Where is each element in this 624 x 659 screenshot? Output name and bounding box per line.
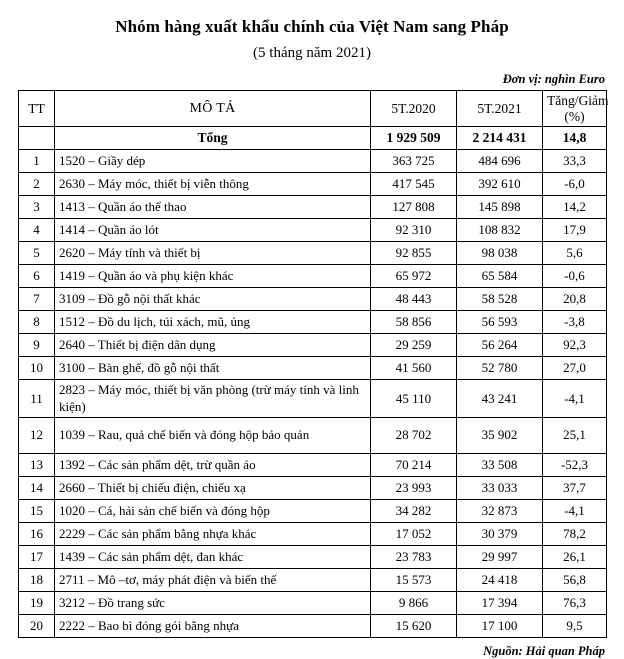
cell-2021: 484 696 — [457, 150, 543, 173]
cell-change: 17,9 — [543, 219, 607, 242]
page-subtitle: (5 tháng năm 2021) — [253, 45, 371, 62]
cell-tt: 17 — [19, 545, 55, 568]
cell-2020: 28 702 — [371, 417, 457, 453]
column-header-2020: 5T.2020 — [371, 91, 457, 127]
cell-description: 2640 – Thiết bị điện dân dụng — [55, 334, 371, 357]
table-body — [19, 127, 607, 638]
table-row — [19, 614, 607, 637]
cell-description: 1039 – Rau, quả chế biến và đóng hộp bảo quản — [55, 417, 371, 453]
cell-2020: 41 560 — [371, 357, 457, 380]
column-header-tt: TT — [19, 91, 55, 127]
cell-change: 20,8 — [543, 288, 607, 311]
table-row — [19, 417, 607, 453]
cell-tt: 10 — [19, 357, 55, 380]
cell-description: 2620 – Máy tính và thiết bị — [55, 242, 371, 265]
cell-tt: 12 — [19, 417, 55, 453]
cell-tt: 7 — [19, 288, 55, 311]
cell-change: 14,2 — [543, 196, 607, 219]
column-header-change-line2: (%) — [564, 108, 585, 124]
column-header-description: MÔ TẢ — [55, 91, 371, 127]
cell-2021: 56 264 — [457, 334, 543, 357]
cell-tt: 13 — [19, 453, 55, 476]
total-2020: 1 929 509 — [371, 127, 457, 150]
cell-description: 3212 – Đồ trang sức — [55, 591, 371, 614]
cell-2020: 29 259 — [371, 334, 457, 357]
cell-description: 2660 – Thiết bị chiếu điện, chiếu xạ — [55, 476, 371, 499]
cell-change: -3,8 — [543, 311, 607, 334]
cell-2020: 9 866 — [371, 591, 457, 614]
cell-tt: 3 — [19, 196, 55, 219]
table-row — [19, 499, 607, 522]
cell-2020: 65 972 — [371, 265, 457, 288]
cell-2021: 32 873 — [457, 499, 543, 522]
cell-tt: 5 — [19, 242, 55, 265]
cell-change: -52,3 — [543, 453, 607, 476]
cell-2021: 33 508 — [457, 453, 543, 476]
table-header — [19, 91, 607, 127]
cell-2020: 70 214 — [371, 453, 457, 476]
cell-tt: 8 — [19, 311, 55, 334]
cell-change: -4,1 — [543, 380, 607, 418]
cell-2021: 56 593 — [457, 311, 543, 334]
cell-description: 1020 – Cá, hải sản chế biến và đóng hộp — [55, 499, 371, 522]
cell-2020: 45 110 — [371, 380, 457, 418]
cell-change: 9,5 — [543, 614, 607, 637]
table-row — [19, 265, 607, 288]
cell-tt: 4 — [19, 219, 55, 242]
cell-change: -4,1 — [543, 499, 607, 522]
cell-2020: 23 783 — [371, 545, 457, 568]
cell-2020: 363 725 — [371, 150, 457, 173]
cell-change: 27,0 — [543, 357, 607, 380]
cell-2021: 145 898 — [457, 196, 543, 219]
table-row — [19, 334, 607, 357]
cell-2021: 35 902 — [457, 417, 543, 453]
cell-change: 37,7 — [543, 476, 607, 499]
table-row — [19, 476, 607, 499]
cell-tt: 19 — [19, 591, 55, 614]
cell-change: 92,3 — [543, 334, 607, 357]
cell-tt: 11 — [19, 380, 55, 418]
total-change: 14,8 — [543, 127, 607, 150]
cell-2021: 43 241 — [457, 380, 543, 418]
cell-2020: 417 545 — [371, 173, 457, 196]
table-row — [19, 311, 607, 334]
cell-change: 78,2 — [543, 522, 607, 545]
cell-tt: 20 — [19, 614, 55, 637]
cell-description: 2711 – Mô –tơ, máy phát điện và biến thế — [55, 568, 371, 591]
total-label: Tổng — [55, 127, 371, 150]
cell-2021: 65 584 — [457, 265, 543, 288]
export-groups-table — [18, 90, 607, 638]
total-2021: 2 214 431 — [457, 127, 543, 150]
cell-2021: 30 379 — [457, 522, 543, 545]
cell-2021: 52 780 — [457, 357, 543, 380]
column-header-change — [543, 91, 607, 127]
table-header-row — [19, 91, 607, 127]
cell-tt: 15 — [19, 499, 55, 522]
table-row — [19, 288, 607, 311]
cell-tt: 1 — [19, 150, 55, 173]
cell-2020: 15 573 — [371, 568, 457, 591]
cell-change: 56,8 — [543, 568, 607, 591]
page-title: Nhóm hàng xuất khẩu chính của Việt Nam sang Pháp — [115, 17, 509, 36]
cell-change: 25,1 — [543, 417, 607, 453]
cell-2021: 17 394 — [457, 591, 543, 614]
cell-description: 1392 – Các sản phẩm dệt, trừ quần áo — [55, 453, 371, 476]
source-note: Nguồn: Hải quan Pháp — [483, 643, 605, 658]
table-row — [19, 196, 607, 219]
cell-2020: 23 993 — [371, 476, 457, 499]
cell-description: 2222 – Bao bì đóng gói bằng nhựa — [55, 614, 371, 637]
cell-description: 2229 – Các sản phẩm bằng nhựa khác — [55, 522, 371, 545]
cell-2021: 24 418 — [457, 568, 543, 591]
column-header-2021: 5T.2021 — [457, 91, 543, 127]
table-row — [19, 173, 607, 196]
cell-description: 2823 – Máy móc, thiết bị văn phòng (trừ máy tính và linh kiện) — [55, 380, 371, 418]
cell-description: 1512 – Đồ du lịch, túi xách, mũ, ủng — [55, 311, 371, 334]
cell-2021: 33 033 — [457, 476, 543, 499]
cell-description: 1414 – Quần áo lót — [55, 219, 371, 242]
cell-description: 1419 – Quần áo và phụ kiện khác — [55, 265, 371, 288]
cell-change: -0,6 — [543, 265, 607, 288]
cell-tt: 16 — [19, 522, 55, 545]
cell-2020: 15 620 — [371, 614, 457, 637]
table-row — [19, 568, 607, 591]
table-row — [19, 545, 607, 568]
cell-tt: 14 — [19, 476, 55, 499]
table-row — [19, 357, 607, 380]
table-row — [19, 522, 607, 545]
cell-tt: 2 — [19, 173, 55, 196]
table-row — [19, 242, 607, 265]
cell-tt: 6 — [19, 265, 55, 288]
cell-description: 3109 – Đồ gỗ nội thất khác — [55, 288, 371, 311]
cell-2021: 392 610 — [457, 173, 543, 196]
cell-description: 1520 – Giầy dép — [55, 150, 371, 173]
cell-description: 1413 – Quần áo thể thao — [55, 196, 371, 219]
cell-change: 5,6 — [543, 242, 607, 265]
cell-description: 1439 – Các sản phẩm dệt, đan khác — [55, 545, 371, 568]
cell-change: 33,3 — [543, 150, 607, 173]
table-row — [19, 150, 607, 173]
table-row — [19, 453, 607, 476]
cell-2020: 58 856 — [371, 311, 457, 334]
cell-2020: 92 855 — [371, 242, 457, 265]
table-row — [19, 591, 607, 614]
cell-2020: 92 310 — [371, 219, 457, 242]
cell-description: 2630 – Máy móc, thiết bị viễn thông — [55, 173, 371, 196]
column-header-change-line1: Tăng/Giảm — [547, 93, 609, 109]
table-row — [19, 219, 607, 242]
cell-change: 26,1 — [543, 545, 607, 568]
cell-change: -6,0 — [543, 173, 607, 196]
cell-2021: 58 528 — [457, 288, 543, 311]
total-tt — [19, 127, 55, 150]
table-row-total — [19, 127, 607, 150]
cell-tt: 18 — [19, 568, 55, 591]
cell-2020: 48 443 — [371, 288, 457, 311]
unit-note: Đơn vị: nghìn Euro — [502, 72, 605, 87]
cell-2021: 108 832 — [457, 219, 543, 242]
cell-tt: 9 — [19, 334, 55, 357]
cell-description: 3100 – Bàn ghế, đồ gỗ nội thất — [55, 357, 371, 380]
cell-change: 76,3 — [543, 591, 607, 614]
cell-2020: 34 282 — [371, 499, 457, 522]
cell-2020: 127 808 — [371, 196, 457, 219]
cell-2021: 29 997 — [457, 545, 543, 568]
table-row — [19, 380, 607, 418]
document-page — [0, 16, 624, 658]
cell-2021: 17 100 — [457, 614, 543, 637]
cell-2021: 98 038 — [457, 242, 543, 265]
cell-2020: 17 052 — [371, 522, 457, 545]
